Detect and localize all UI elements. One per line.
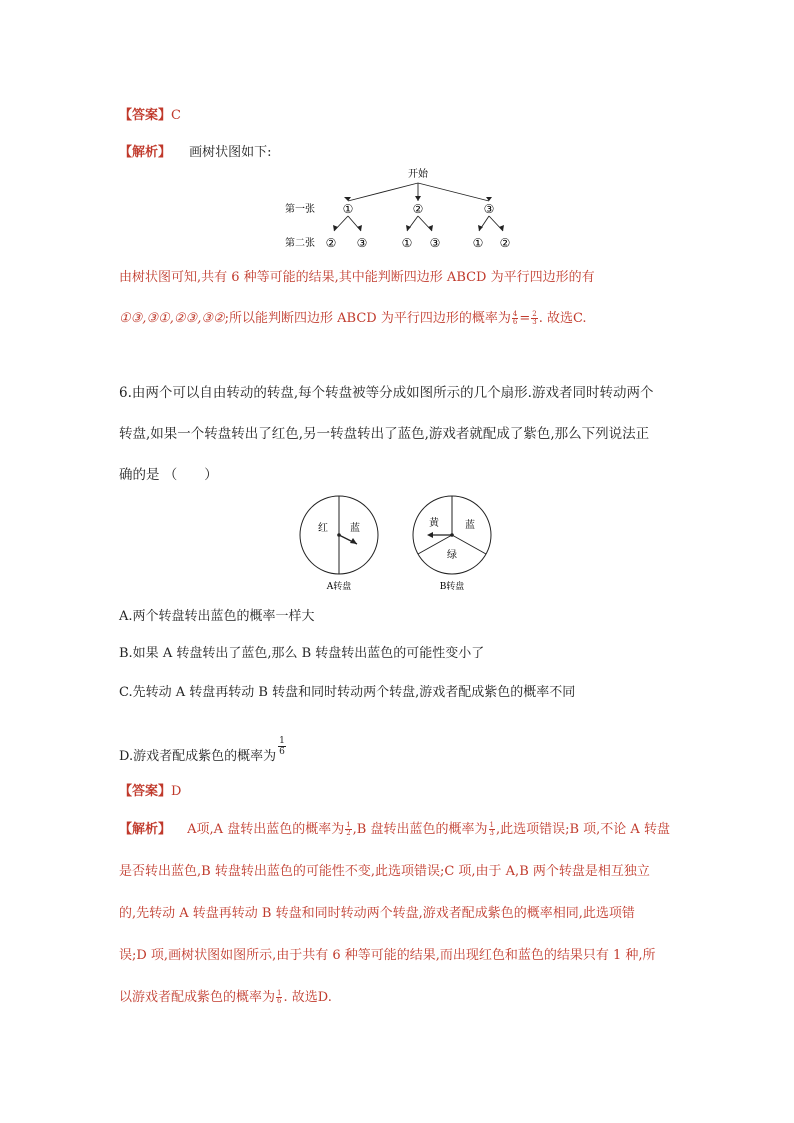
answer-2: [119, 780, 181, 799]
spinner-b-sector: 黄: [429, 518, 439, 529]
answer-value: D: [171, 784, 182, 799]
explain-2-line-4: 误;D 项,画树状图如图所示,由于共有 6 种等可能的结果,而出现红色和蓝色的结果只有 1 种,所: [119, 948, 656, 963]
tree-diagram: [278, 164, 528, 256]
explain-2-line-2: 是否转出蓝色,B 转盘转出蓝色的可能性不变,此选项错误;C 项,由于 A,B 两个转盘是相互独立: [119, 864, 650, 879]
spinner-b-sector: 绿: [447, 550, 457, 561]
spinner-b: [413, 496, 491, 592]
fraction-1-2: $\frac{1}{2}$: [346, 821, 351, 837]
question-6-line-2: 转盘,如果一个转盘转出了红色,另一转盘转出了蓝色,游戏者就配成了紫色,那么下列说法正: [119, 426, 650, 442]
fraction-1-3: $\frac{1}{3}$: [489, 821, 494, 837]
fraction-2-3: $\frac{2}{3}$: [532, 310, 537, 326]
spinner-a-caption: A转盘: [326, 582, 352, 592]
explain-2-text: 以游戏者配成紫色的概率为: [119, 990, 276, 1005]
explain-1-line-2-mid: ;所以能判断四边形 ABCD 为平行四边形的概率为: [224, 311, 511, 326]
pairs-list: ①③,③①,②③,③②: [119, 311, 225, 326]
spinner-a: [300, 496, 378, 592]
answer-label: 【答案】: [119, 784, 172, 799]
explain-2-text: ,B 盘转出蓝色的概率为: [352, 822, 488, 837]
explain-2-line-1: [119, 818, 670, 837]
fraction-1-6: $\frac{1}{6}$: [279, 736, 285, 757]
explain-1-line-2: ①③,③①,②③,③②;所以能判断四边形 ABCD 为平行四边形的概率为 $\frac{4}{6}$ = $\frac{2}{3}$ . 故选C.: [119, 310, 587, 326]
option-b: B.如果 A 转盘转出了蓝色,那么 B 转盘转出蓝色的可能性变小了: [119, 646, 485, 661]
explain-label: 【解析】: [119, 145, 172, 160]
tree-node-l2: ③: [429, 236, 441, 250]
answer-label: 【答案】: [119, 108, 172, 123]
fraction-4-6: $\frac{4}{6}$: [512, 310, 518, 326]
tree-root: 开始: [408, 169, 428, 180]
explain-1-header: [119, 141, 272, 160]
explain-1-line-2-end: . 故选C.: [538, 311, 587, 326]
explain-label: 【解析】: [119, 822, 172, 837]
option-c: C.先转动 A 转盘再转动 B 转盘和同时转动两个转盘,游戏者配成紫色的概率不同: [119, 685, 576, 700]
option-a: A.两个转盘转出蓝色的概率一样大: [119, 609, 315, 624]
tree-node-l1: ③: [483, 202, 495, 216]
explain-intro: 画树状图如下:: [189, 145, 272, 160]
tree-node-l1: ②: [412, 202, 424, 216]
tree-node-l2: ③: [356, 236, 368, 250]
tree-node-l2: ②: [325, 236, 337, 250]
explain-2-line-5: [119, 986, 332, 1005]
answer-1: [119, 104, 181, 123]
spinners-figure: [294, 490, 504, 595]
explain-2-text: ,此选项错误;B 项,不论 A 转盘: [495, 822, 670, 837]
option-d-text: D.游戏者配成紫色的概率为: [119, 749, 277, 764]
fraction-1-6: $\frac{1}{6}$: [277, 989, 282, 1005]
tree-node-l2: ②: [499, 236, 511, 250]
explain-1-line-1: 由树状图可知,共有 6 种等可能的结果,其中能判断四边形 ABCD 为平行四边形的有: [119, 270, 595, 285]
answer-value: C: [171, 108, 181, 123]
tree-level1-label: 第一张: [285, 204, 315, 215]
spinner-b-caption: B转盘: [439, 582, 465, 592]
explain-2-line-3: 的,先转动 A 转盘再转动 B 转盘和同时转动两个转盘,游戏者配成紫色的概率相同,此选项错: [119, 906, 635, 921]
tree-level2-label: 第二张: [285, 238, 315, 249]
spinner-a-sector: 红: [318, 523, 328, 534]
explain-2-text: A项,A 盘转出蓝色的概率为: [187, 822, 345, 837]
option-d: [119, 736, 286, 764]
explain-2-text: . 故选D.: [283, 990, 332, 1005]
spinner-b-sector: 蓝: [465, 520, 475, 531]
tree-node-l2: ①: [472, 236, 484, 250]
question-6-line-1: 6.由两个可以自由转动的转盘,每个转盘被等分成如图所示的几个扇形.游戏者同时转动两个: [119, 385, 654, 401]
tree-node-l1: ①: [342, 202, 354, 216]
question-6-line-3: 确的是 （ ）: [119, 467, 218, 483]
tree-node-l2: ①: [401, 236, 413, 250]
spinner-a-sector: 蓝: [350, 523, 360, 534]
